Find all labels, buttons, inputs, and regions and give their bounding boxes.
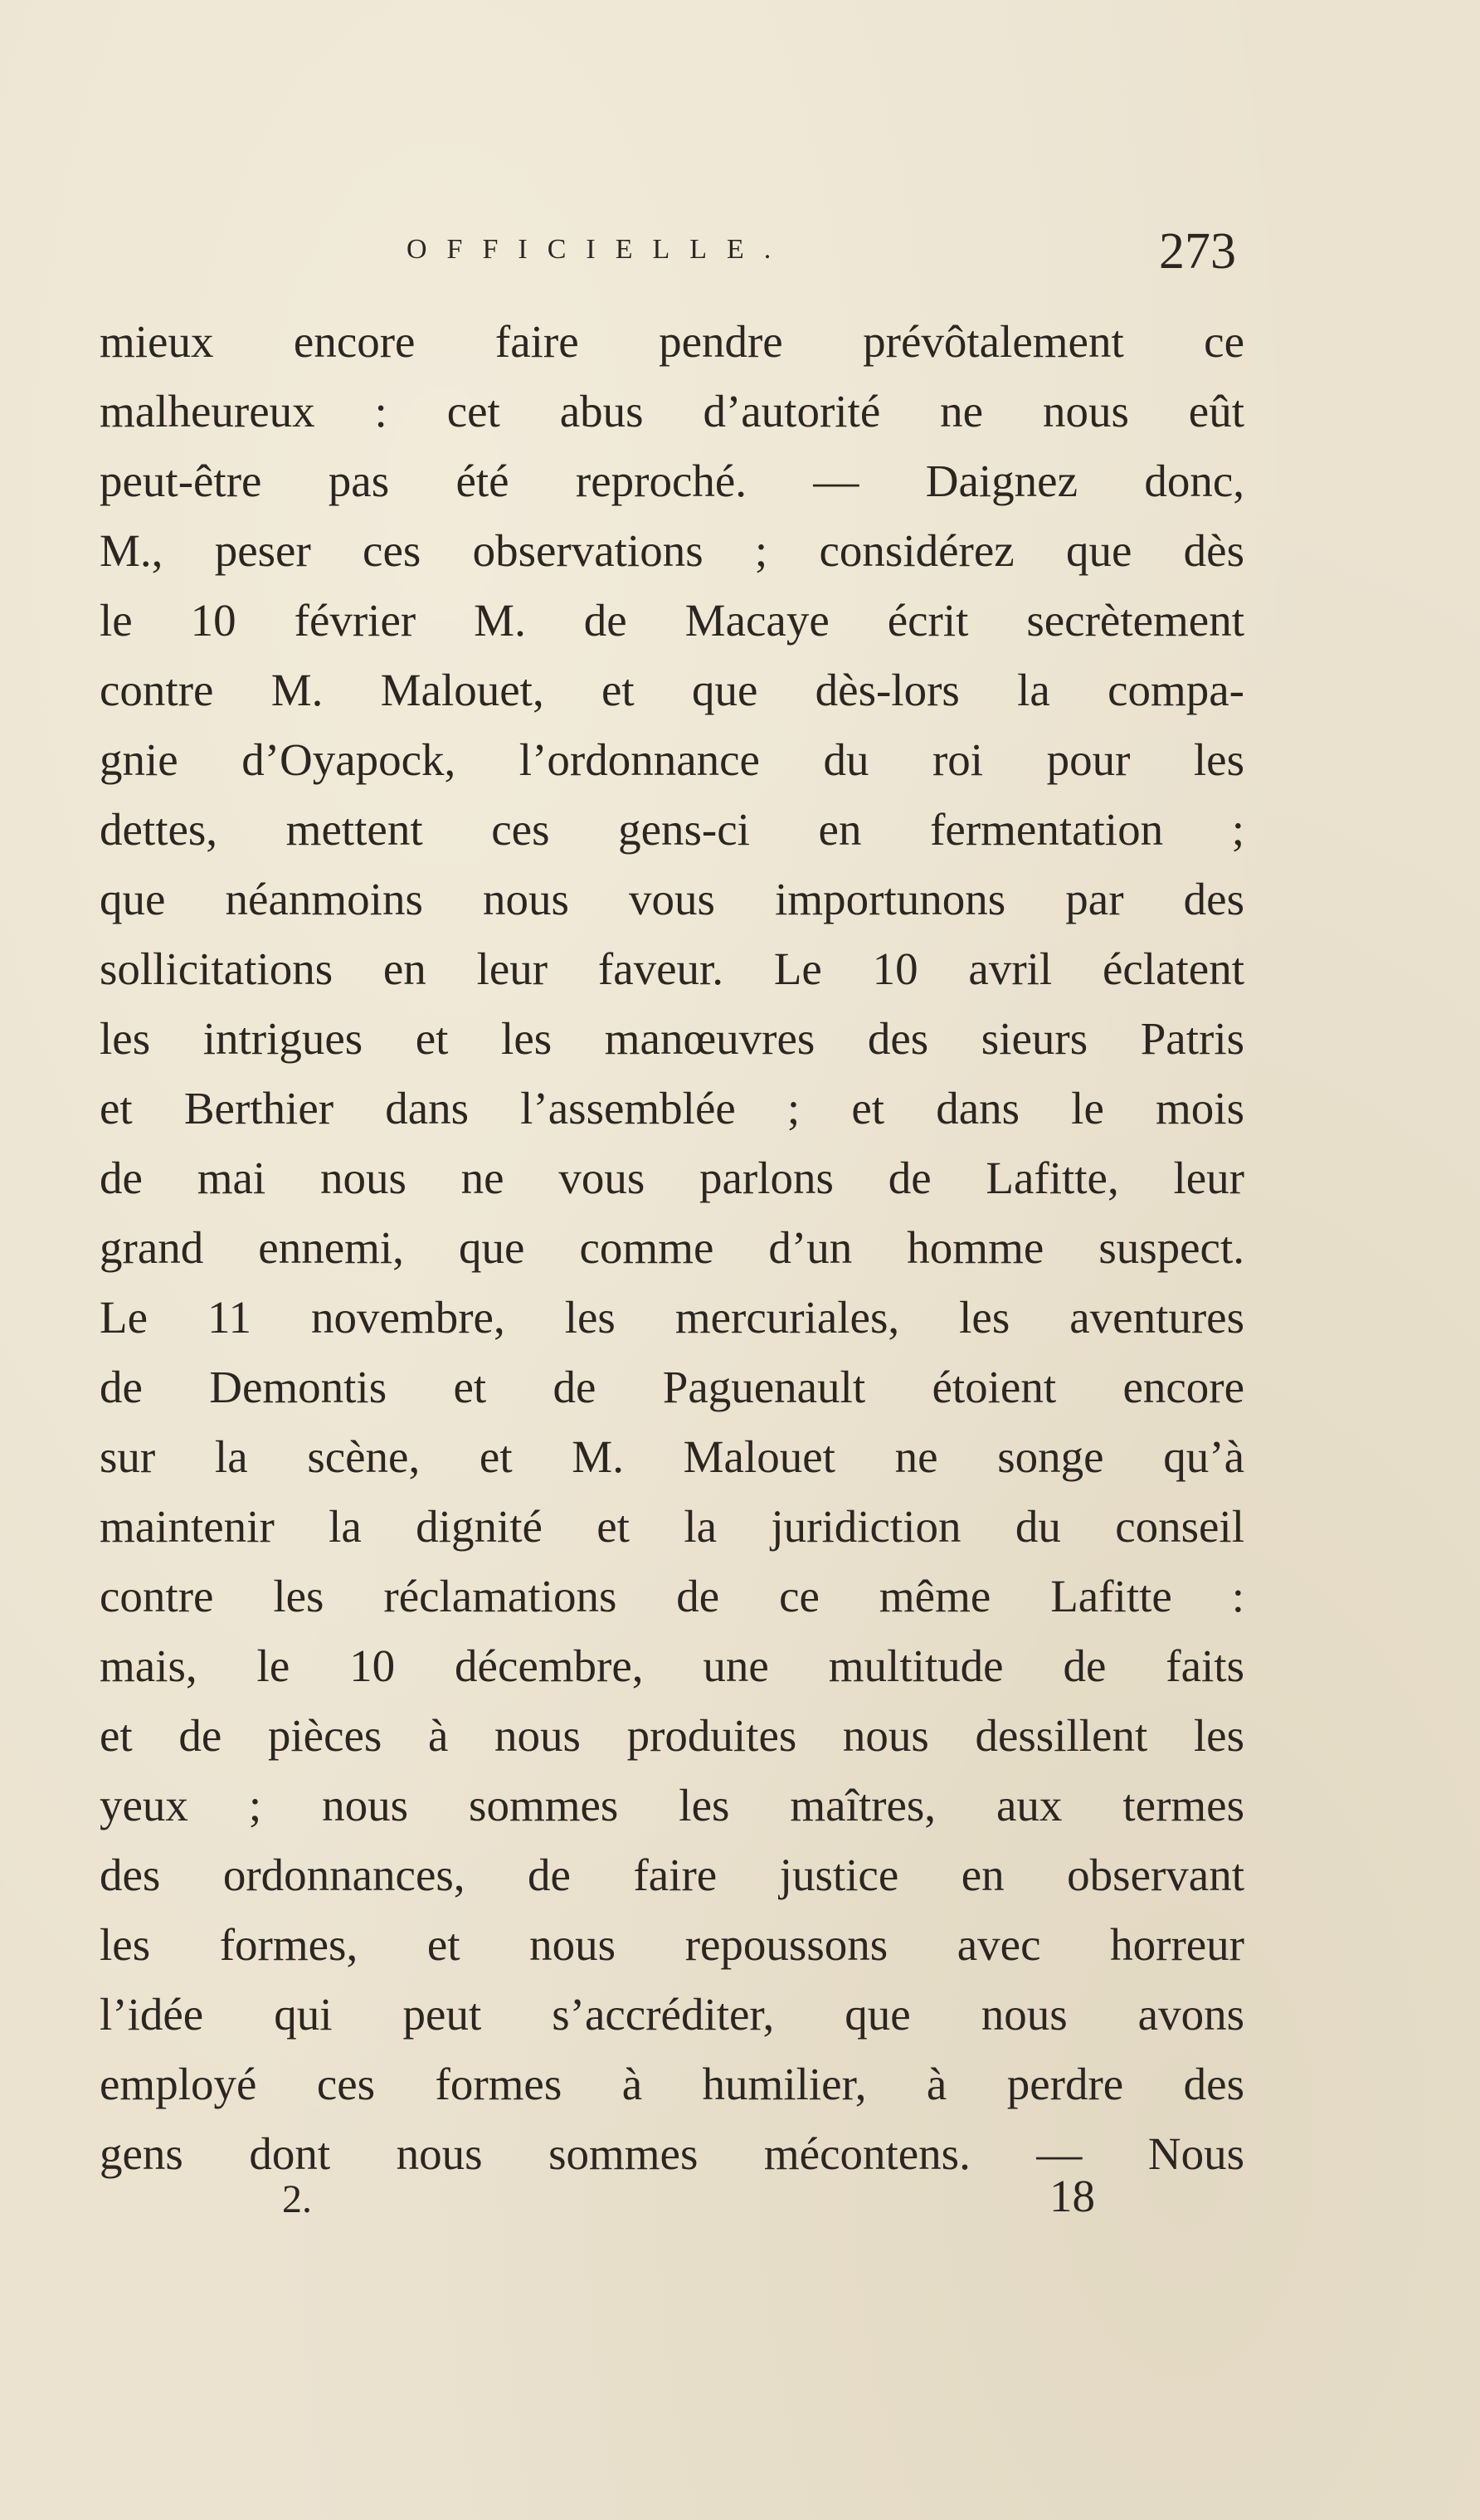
text-line: de mai nous ne vous parlons de Lafitte, leur	[100, 1153, 1244, 1203]
text-line: l’idée qui peut s’accréditer, que nous avons	[100, 1989, 1244, 2040]
text-line: yeux ; nous sommes les maîtres, aux termes	[100, 1780, 1244, 1830]
body-text	[100, 307, 1244, 2189]
text-line: contre les réclamations de ce même Lafitte :	[100, 1571, 1244, 1621]
text-line: gens dont nous sommes mécontens. — Nous	[100, 2128, 1244, 2179]
text-line: le 10 février M. de Macaye écrit secrètement	[100, 595, 1244, 646]
text-line: sur la scène, et M. Malouet ne songe qu’à	[100, 1431, 1244, 1482]
text-line: malheureux : cet abus d’autorité ne nous eût	[100, 386, 1244, 436]
running-title: OFFICIELLE.	[407, 234, 791, 265]
text-line: gnie d’Oyapock, l’ordonnance du roi pour les	[100, 734, 1244, 785]
text-line: mieux encore faire pendre prévôtalement ce	[100, 316, 1244, 367]
text-line: M., peser ces observations ; considérez que dès	[100, 525, 1244, 576]
text-line: contre M. Malouet, et que dès-lors la compa-	[100, 665, 1244, 715]
text-line: grand ennemi, que comme d’un homme suspect.	[100, 1222, 1244, 1273]
text-line: les formes, et nous repoussons avec horreur	[100, 1919, 1244, 1970]
text-line: et de pièces à nous produites nous dessillent les	[100, 1710, 1244, 1761]
text-line: dettes, mettent ces gens-ci en fermentation ;	[100, 804, 1244, 855]
text-line: des ordonnances, de faire justice en observant	[100, 1850, 1244, 1900]
text-line: employé ces formes à humilier, à perdre des	[100, 2059, 1244, 2109]
page-number: 273	[1159, 223, 1236, 280]
text-line: de Demontis et de Paguenault étoient encore	[100, 1362, 1244, 1412]
page-footer	[282, 2170, 1095, 2236]
text-line: que néanmoins nous vous importunons par des	[100, 874, 1244, 924]
text-line: Le 11 novembre, les mercuriales, les aventures	[100, 1292, 1244, 1343]
text-line: maintenir la dignité et la juridiction du conseil	[100, 1501, 1244, 1552]
gathering-number: 18	[1049, 2171, 1095, 2221]
text-line: les intrigues et les manœuvres des sieurs Patris	[100, 1013, 1244, 1064]
text-line: mais, le 10 décembre, une multitude de faits	[100, 1640, 1244, 1691]
text-line: et Berthier dans l’assemblée ; et dans le mois	[100, 1083, 1244, 1133]
text-line: sollicitations en leur faveur. Le 10 avril éclatent	[100, 943, 1244, 994]
page-header	[407, 222, 1236, 297]
signature-mark: 2.	[282, 2177, 312, 2221]
text-line: peut-être pas été reproché. — Daignez donc,	[100, 456, 1244, 506]
